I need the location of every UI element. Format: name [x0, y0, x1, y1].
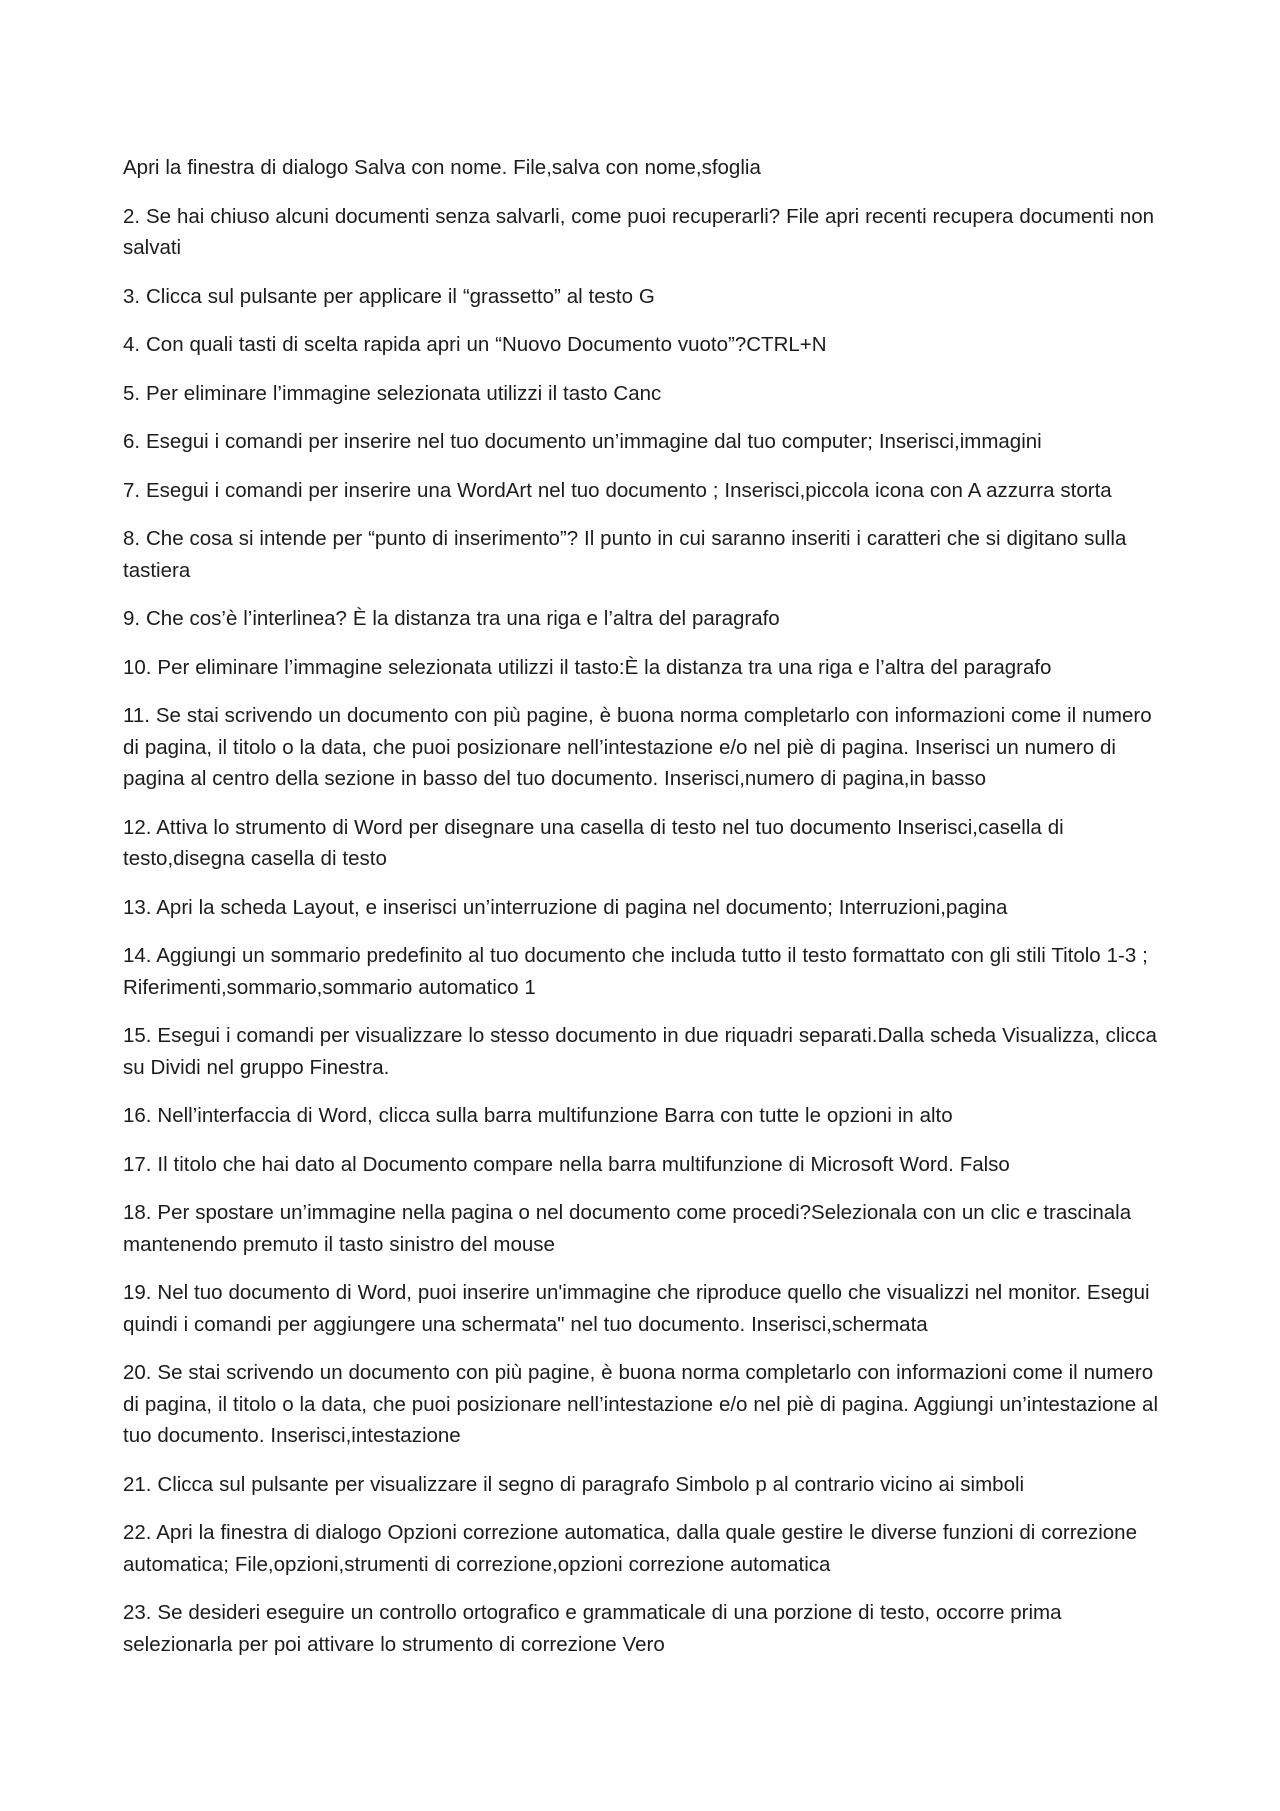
paragraph-14: 14. Aggiungi un sommario predefinito al tuo documento che includa tutto il testo formattato con gli stili Titolo 1-3 ; Riferimenti,sommario,sommario automatico 1 [123, 944, 1148, 999]
paragraph-11: 11. Se stai scrivendo un documento con più pagine, è buona norma completarlo con informazioni come il numero di pagina, il titolo o la data, che puoi posizionare nell’intestazione e/o nel piè di pagina. Inserisci un numero di pagina al centro della sezione in basso del tuo documento. Inserisci,numero di pagina,in basso [123, 704, 1152, 790]
paragraph-17: 17. Il titolo che hai dato al Documento compare nella barra multifunzione di Microsoft Word. Falso [123, 1152, 1010, 1176]
paragraph-2: 2. Se hai chiuso alcuni documenti senza salvarli, come puoi recuperarli? File apri recenti recupera documenti non salvati [123, 204, 1155, 259]
paragraph-5: 5. Per eliminare l’immagine selezionata utilizzi il tasto Canc [123, 381, 662, 405]
paragraph-6: 6. Esegui i comandi per inserire nel tuo documento un’immagine dal tuo computer; Inserisci,immagini [123, 430, 1042, 453]
paragraph-12: 12. Attiva lo strumento di Word per disegnare una casella di testo nel tuo documento Inserisci,casella di testo,disegna casella di testo [123, 815, 1064, 870]
paragraph-19: 19. Nel tuo documento di Word, puoi inserire un'immagine che riproduce quello che visualizzi nel monitor. Esegui quindi i comandi per aggiungere una schermata" nel tuo documento. Inserisci,schermata [123, 1281, 1150, 1336]
paragraph-8: 8. Che cosa si intende per “punto di inserimento”? Il punto in cui saranno inseriti i caratteri che si digitano sulla tastiera [123, 527, 1127, 582]
paragraph-1: Apri la finestra di dialogo Salva con nome. File,salva con nome,sfoglia [123, 156, 761, 179]
paragraph-21: 21. Clicca sul pulsante per visualizzare il segno di paragrafo Simbolo p al contrario vicino ai simboli [123, 1472, 1025, 1496]
paragraph-23: 23. Se desideri eseguire un controllo ortografico e grammaticale di una porzione di testo, occorre prima selezionarla per poi attivare lo strumento di correzione Vero [123, 1601, 1062, 1656]
paragraph-22: 22. Apri la finestra di dialogo Opzioni correzione automatica, dalla quale gestire le diverse funzioni di correzione automatica; File,opzioni,strumenti di correzione,opzioni correzione automatica [123, 1521, 1137, 1576]
paragraph-7: 7. Esegui i comandi per inserire una WordArt nel tuo documento ; Inserisci,piccola icona con A azzurra storta [123, 478, 1112, 502]
paragraph-10: 10. Per eliminare l’immagine selezionata utilizzi il tasto:È la distanza tra una riga e l’altra del paragrafo [123, 655, 1052, 679]
paragraph-4: 4. Con quali tasti di scelta rapida apri un “Nuovo Documento vuoto”?CTRL+N [123, 333, 827, 356]
paragraph-18: 18. Per spostare un’immagine nella pagina o nel documento come procedi?Selezionala con un clic e trascinala mantenendo premuto il tasto sinistro del mouse [123, 1201, 1132, 1256]
paragraph-20: 20. Se stai scrivendo un documento con più pagine, è buona norma completarlo con informazioni come il numero di pagina, il titolo o la data, che puoi posizionare nell’intestazione e/o nel piè di pagina. Aggiungi un’intestazione al tuo documento. Inserisci,intestazione [123, 1361, 1159, 1447]
paragraph-3: 3. Clicca sul pulsante per applicare il “grassetto” al testo G [123, 284, 655, 308]
paragraph-16: 16. Nell’interfaccia di Word, clicca sulla barra multifunzione Barra con tutte le opzioni in alto [123, 1104, 953, 1127]
paragraph-15: 15. Esegui i comandi per visualizzare lo stesso documento in due riquadri separati.Dalla scheda Visualizza, clicca su Dividi nel gruppo Finestra. [123, 1024, 1157, 1079]
paragraph-13: 13. Apri la scheda Layout, e inserisci un’interruzione di pagina nel documento; Interruzioni,pagina [123, 895, 1008, 919]
paragraph-9: 9. Che cos’è l’interlinea? È la distanza tra una riga e l’altra del paragrafo [123, 607, 780, 630]
document-body [123, 152, 1169, 1677]
